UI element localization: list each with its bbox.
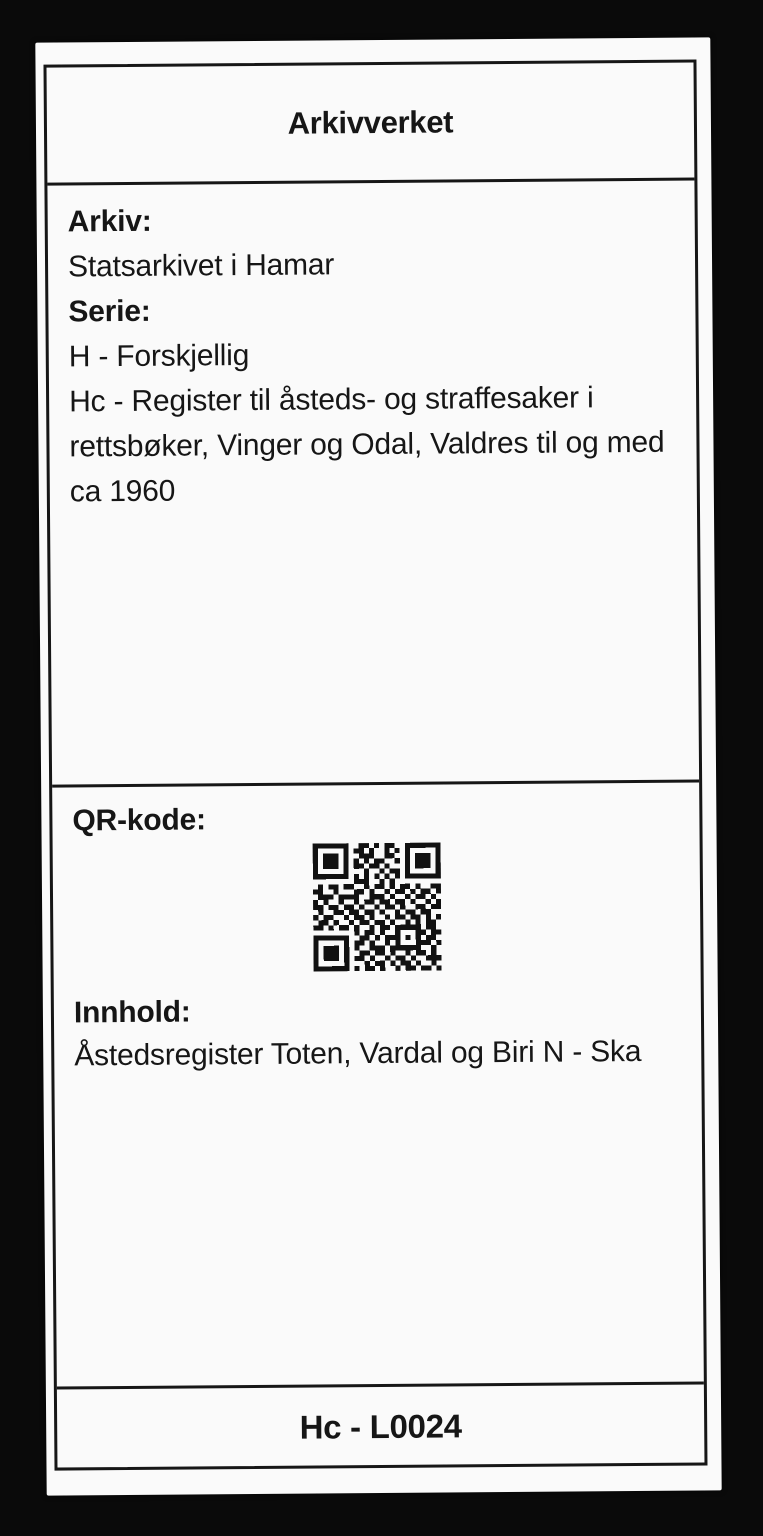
innhold-label: Innhold: [73,995,191,1030]
qr-section [52,782,704,1386]
page-title: Arkivverket [287,103,454,141]
serie-value-line: H - Forskjellig [68,339,250,374]
innhold-value: Åstedsregister Toten, Vardal og Biri N - Ska [74,1034,642,1073]
qr-code-image [312,843,441,972]
label-footer [57,1384,705,1467]
label-frame [43,59,707,1470]
serie-value-line: ca 1960 [69,474,176,509]
arkiv-value: Statsarkivet i Hamar [67,248,335,284]
archive-meta-section [47,181,699,785]
serie-value-line: rettsbøker, Vinger og Odal, Valdres til og med [69,425,665,464]
qr-kode-label: QR-kode: [72,803,206,838]
serie-value-line: Hc - Register til åsteds- og straffesaker i [68,381,594,419]
arkiv-label: Arkiv: [67,204,152,239]
archive-label-card [35,37,721,1495]
shelf-code: Hc - L0024 [299,1407,462,1446]
label-header [47,63,695,183]
serie-label: Serie: [68,294,151,329]
